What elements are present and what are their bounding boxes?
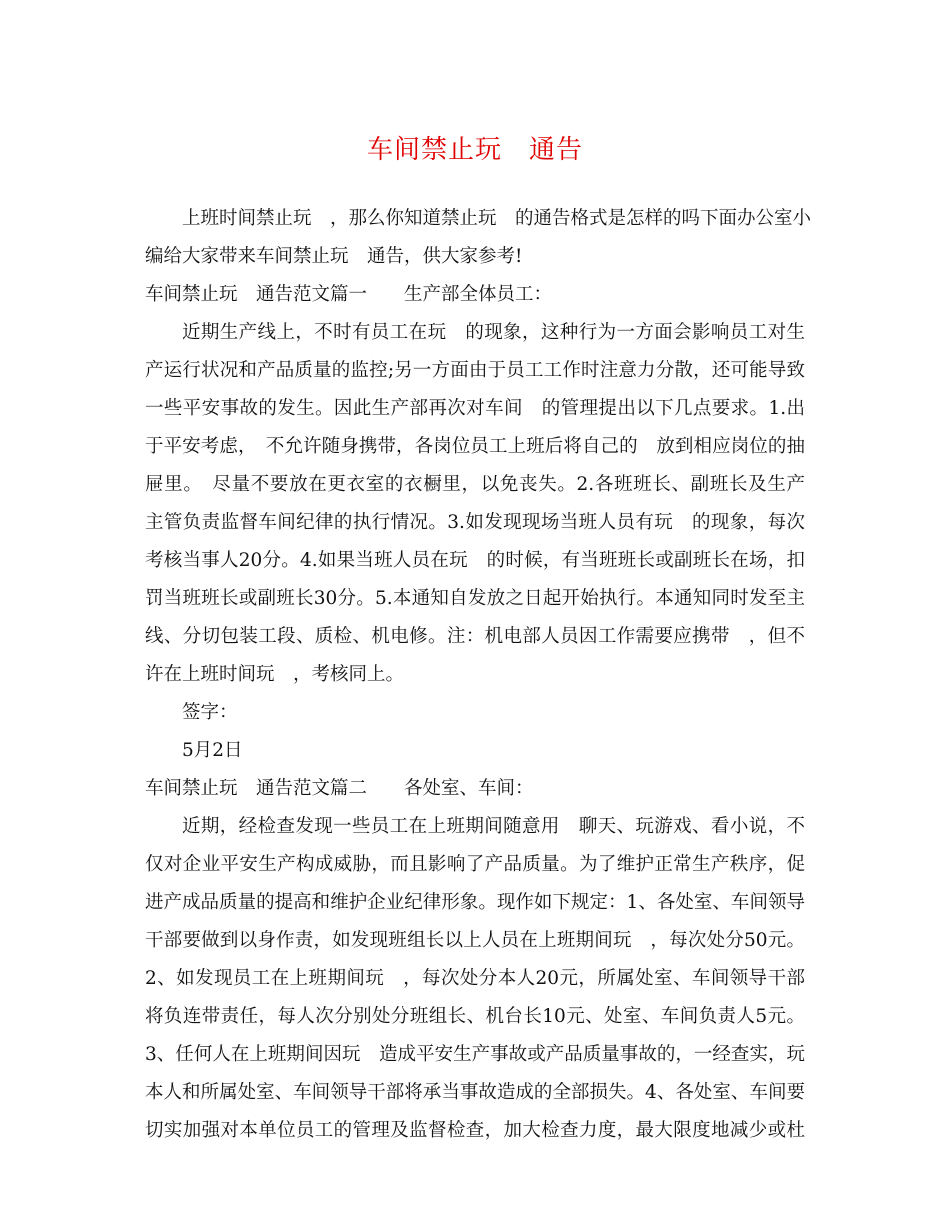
paragraph-line: 仅对企业平安生产构成威胁，而且影响了产品质量。为了维护正常生产秩序，促 <box>145 854 805 875</box>
paragraph-line: 近期，经检查发现一些员工在上班期间随意用 聊天、玩游戏、看小说，不 <box>182 816 805 837</box>
paragraph-line: 2、如发现员工在上班期间玩 ，每次处分本人20元，所属处室、车间领导干部 <box>145 968 805 989</box>
paragraph-line: 主管负责监督车间纪律的执行情况。3.如发现现场当班人员有玩 的现象，每次 <box>145 512 805 533</box>
paragraph-line: 许在上班时间玩 ，考核同上。 <box>145 664 405 685</box>
paragraph-line: 干部要做到以身作责，如发现班组长以上人员在上班期间玩 ，每次处分50元。 <box>145 930 805 951</box>
date-line: 5月2日 <box>182 740 243 761</box>
paragraph-line: 本人和所属处室、车间领导干部将承当事故造成的全部损失。4、各处室、车间要 <box>145 1082 805 1103</box>
section-heading: 车间禁止玩 通告范文篇一 生产部全体员工： <box>145 284 553 305</box>
paragraph-line: 一些平安事故的发生。因此生产部再次对车间 的管理提出以下几点要求。1.出 <box>145 398 805 419</box>
paragraph-line: 产运行状况和产品质量的监控;另一方面由于员工工作时注意力分散，还可能导致 <box>145 360 805 381</box>
page-title: 车间禁止玩 通告 <box>366 135 583 165</box>
paragraph-line: 近期生产线上，不时有员工在玩 的现象，这种行为一方面会影响员工对生 <box>182 322 805 343</box>
paragraph-line: 进产成品质量的提高和维护企业纪律形象。现作如下规定：1、各处室、车间领导 <box>145 892 805 913</box>
paragraph-line: 上班时间禁止玩 ，那么你知道禁止玩 的通告格式是怎样的吗下面办公室小 <box>182 208 812 229</box>
section-heading: 车间禁止玩 通告范文篇二 各处室、车间： <box>145 778 534 799</box>
paragraph-line: 将负连带责任，每人次分别处分班组长、机台长10元、处室、车间负责人5元。 <box>145 1006 805 1027</box>
paragraph-line: 于平安考虑， 不允许随身携带，各岗位员工上班后将自己的 放到相应岗位的抽 <box>145 436 805 457</box>
paragraph-line: 切实加强对本单位员工的管理及监督检查，加大检查力度，最大限度地减少或杜 <box>145 1120 805 1141</box>
paragraph-line: 屉里。 尽量不要放在更衣室的衣橱里，以免丧失。2.各班班长、副班长及生产 <box>145 474 805 495</box>
paragraph-line: 编给大家带来车间禁止玩 通告，供大家参考! <box>145 246 523 267</box>
signature-label: 签字： <box>182 702 238 723</box>
paragraph-line: 线、分切包装工段、质检、机电修。注：机电部人员因工作需要应携带 ，但不 <box>145 626 805 647</box>
paragraph-line: 3、任何人在上班期间因玩 造成平安生产事故或产品质量事故的，一经查实，玩 <box>145 1044 805 1065</box>
paragraph-line: 罚当班班长或副班长30分。5.本通知自发放之日起开始执行。本通知同时发至主 <box>145 588 805 609</box>
paragraph-line: 考核当事人20分。4.如果当班人员在玩 的时候，有当班班长或副班长在场，扣 <box>145 550 805 571</box>
